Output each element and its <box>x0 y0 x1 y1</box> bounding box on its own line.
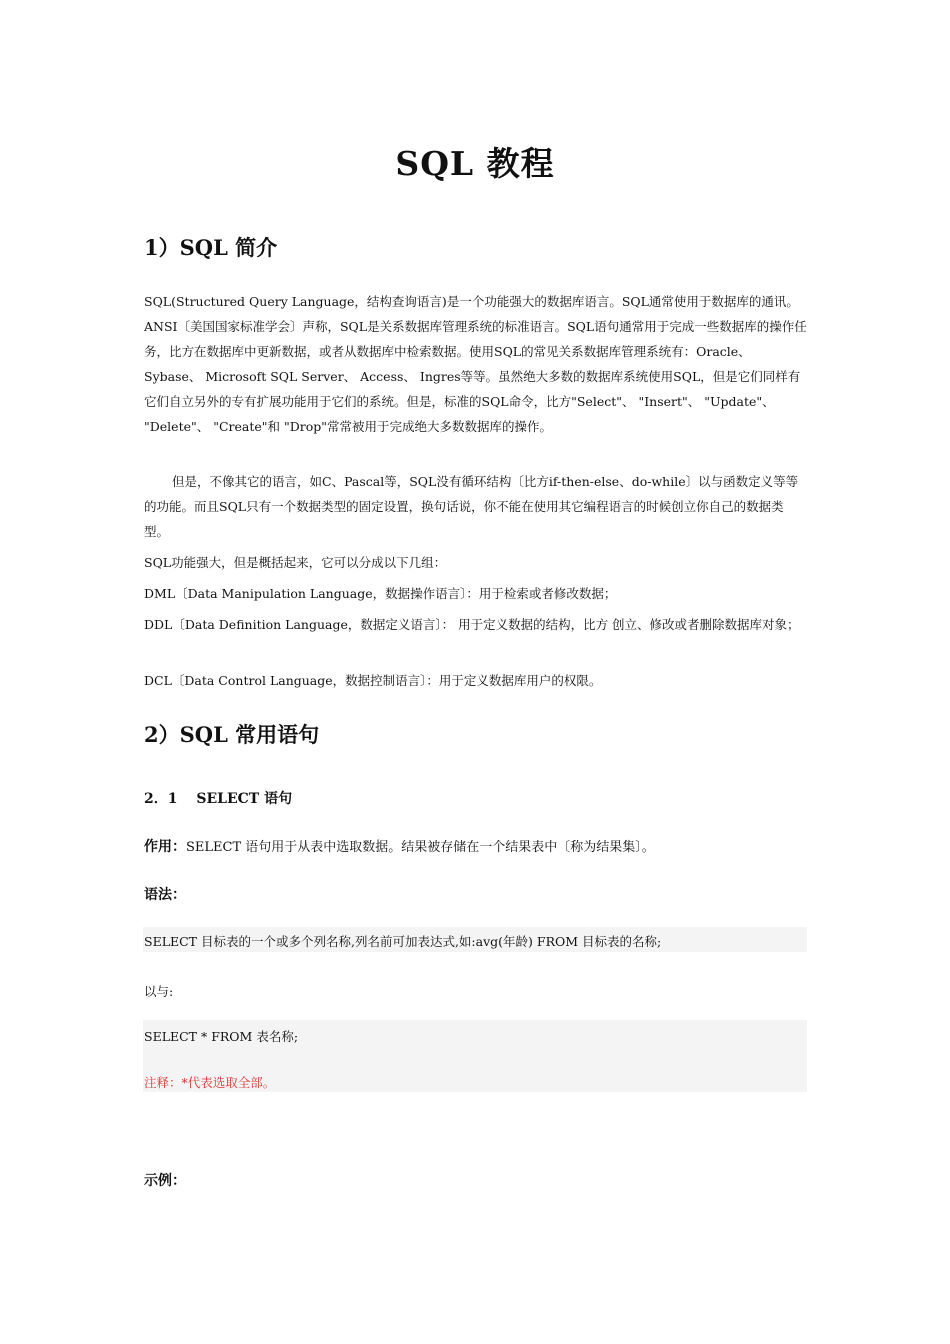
section-heading-intro: 1）SQL 简介 <box>144 235 278 260</box>
code-block-select-all <box>143 1020 807 1092</box>
purpose-text: SELECT 语句用于从表中选取数据。结果被存储在一个结果表中〔称为结果集〕。 <box>186 840 655 855</box>
section-heading-statements: 2）SQL 常用语句 <box>144 722 320 747</box>
and-text: 以与: <box>144 984 174 999</box>
intro-paragraph-2: 但是，不像其它的语言，如C、Pascal等，SQL没有循环结构〔比方if-then-else、do-while〕以与函数定义等等的功能。而且SQL只有一个数据类型的固定设置，换句话说，你不能在使用其它编程语言的时候创立你自己的数据类型。 <box>144 474 799 539</box>
ddl-paragraph: DDL〔Data Definition Language，数据定义语言〕： 用于定义数据的结构，比方 创立、修改或者删除数据库对象； <box>144 617 800 632</box>
code-line-syntax: SELECT 目标表的一个或多个列名称,列名前可加表达式,如:avg(年龄) FROM 目标表的名称; <box>144 934 662 949</box>
code-block-syntax <box>143 927 807 952</box>
syntax-line <box>144 884 186 904</box>
syntax-label: 语法： <box>144 887 186 903</box>
intro-paragraph-1: SQL(Structured Query Language，结构查询语言)是一个功能强大的数据库语言。SQL通常使用于数据库的通讯。ANSI〔美国国家标准学会〕声称，SQL是关系数据库管理系统的标准语言。SQL语句通常用于完成一些数据库的操作任务，比方在数据库中更新数据，或者从数据库中检索数据。使用SQL的常见关系数据库管理系统有：Oracle、 Sybase、 Microsoft SQL Server、 Access、 Ingres等等。虽然绝大多数的数据库系统使用SQL，但是它们同样有它们自立另外的专有扩展功能用于它们的系统。但是，标准的SQL命令，比方"Select"、 "Insert"、 "Update"、 "Delete"、 "Create"和 "Drop"常常被用于完成绝大多数数据库的操作。 <box>144 294 807 434</box>
dml-paragraph: DML〔Data Manipulation Language，数据操作语言〕：用于检索或者修改数据； <box>144 586 617 601</box>
document-title: SQL 教程 <box>395 144 555 183</box>
subsection-heading-select: 2．1 SELECT 语句 <box>144 791 293 807</box>
example-line <box>144 1170 186 1190</box>
purpose-label: 作用： <box>144 839 186 855</box>
purpose-line <box>144 836 655 856</box>
intro-paragraph-3: SQL功能强大，但是概括起来，它可以分成以下几组： <box>144 555 447 570</box>
note-text: 注释：*代表选取全部。 <box>144 1075 276 1090</box>
example-label: 示例： <box>144 1173 186 1189</box>
code-line-select-all: SELECT * FROM 表名称; <box>144 1029 299 1044</box>
dcl-paragraph: DCL〔Data Control Language，数据控制语言〕：用于定义数据库用户的权限。 <box>144 673 602 688</box>
